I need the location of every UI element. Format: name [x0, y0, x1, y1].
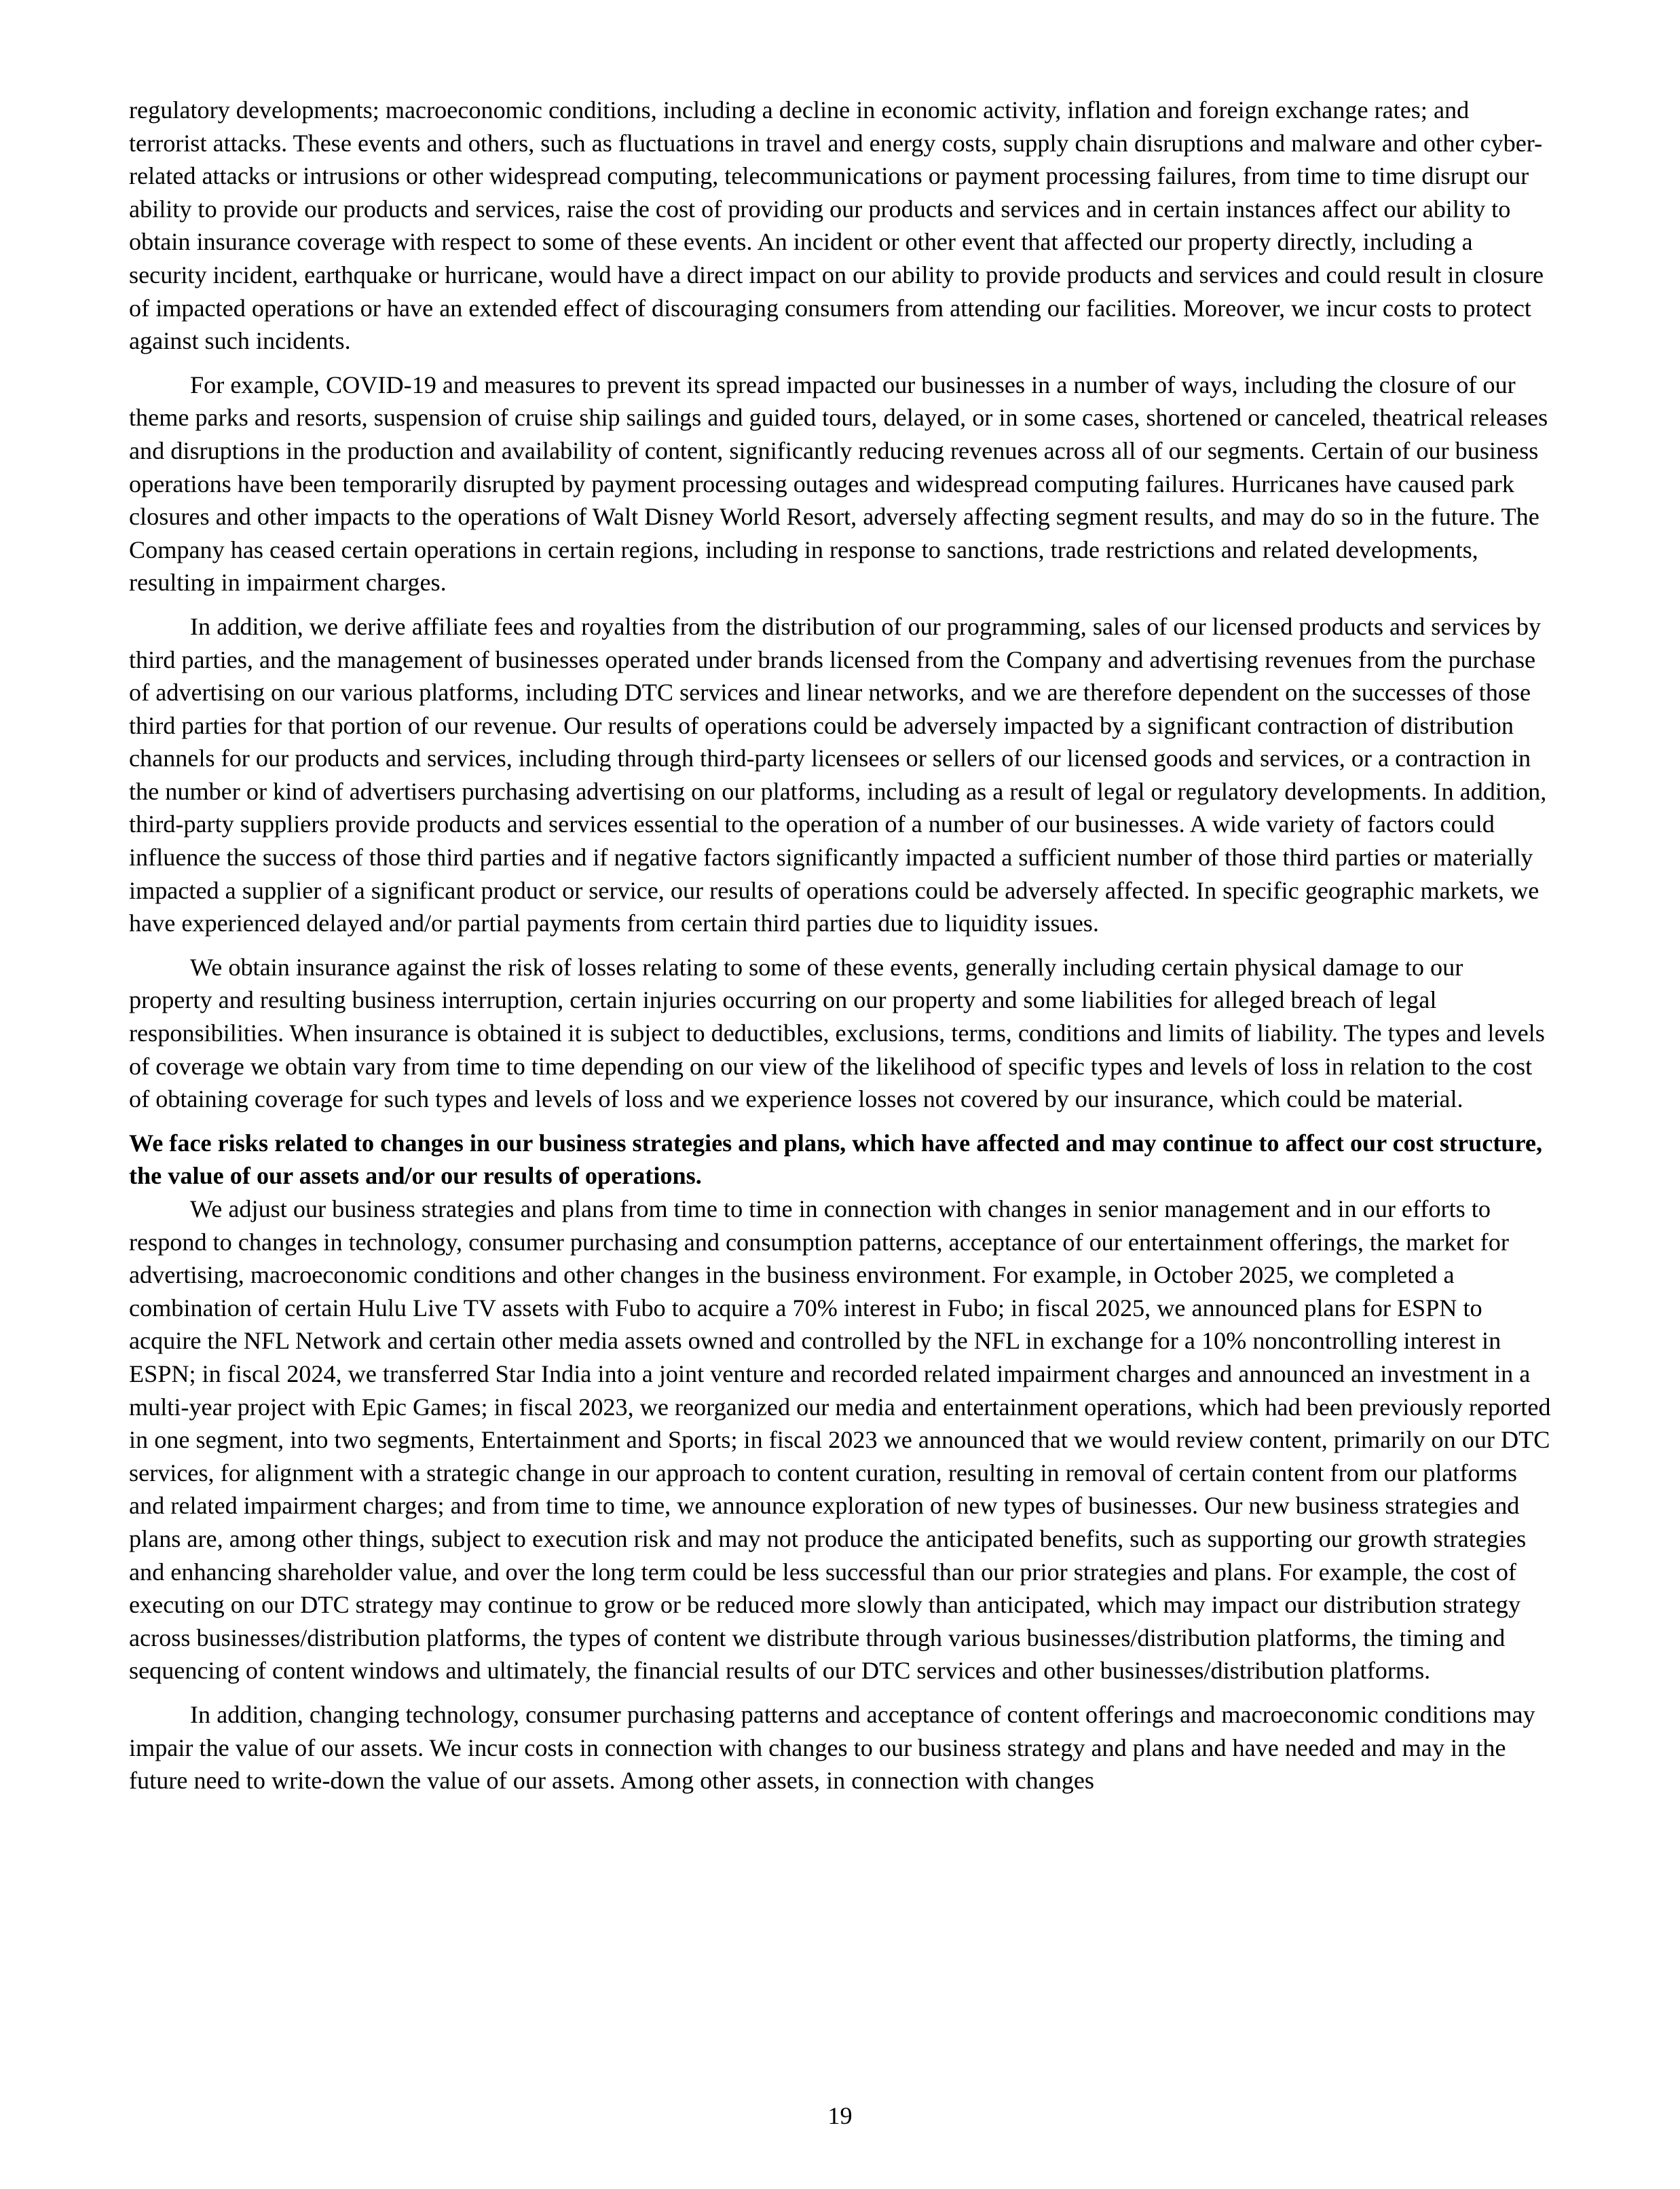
paragraph-business-strategies: We adjust our business strategies and plans from time to time in connection with changes in senior management and in our efforts to respond to changes in technology, consumer purchasing and consumption patterns, acceptance of our entertainment offerings, the market for advertising, macroeconomic conditions and other changes in the business environment. For example, in October 2025, we completed a combination of certain Hulu Live TV assets with Fubo to acquire a 70% interest in Fubo; in fiscal 2025, we announced plans for ESPN to acquire the NFL Network and certain other media assets owned and controlled by the NFL in exchange for a 10% noncontrolling interest in ESPN; in fiscal 2024, we transferred Star India into a joint venture and recorded related impairment charges and announced an investment in a multi-year project with Epic Games; in fiscal 2023, we reorganized our media and entertainment operations, which had been previously reported in one segment, into two segments, Entertainment and Sports; in fiscal 2023 we announced that we would review content, primarily on our DTC services, for alignment with a strategic change in our approach to content curation, resulting in removal of certain content from our platforms and related impairment charges; and from time to time, we announce exploration of new types of businesses. Our new business strategies and plans are, among other things, subject to execution risk and may not produce the anticipated benefits, such as supporting our growth strategies and enhancing shareholder value, and over the long term could be less successful than our prior strategies and plans. For example, the cost of executing on our DTC strategy may continue to grow or be reduced more slowly than anticipated, which may impact our distribution strategy across businesses/distribution platforms, the types of content we distribute through various businesses/distribution platforms, the timing and sequencing of content windows and ultimately, the financial results of our DTC services and other businesses/distribution platforms. [129, 1195, 1551, 1685]
paragraph-insurance: We obtain insurance against the risk of losses relating to some of these events, generally including certain physical damage to our property and resulting business interruption, certain injuries occurring on our property and some liabilities for alleged breach of legal responsibilities. When insurance is obtained it is subject to deductibles, exclusions, terms, conditions and limits of liability. The types and levels of coverage we obtain vary from time to time depending on our view of the likelihood of specific types and levels of loss in relation to the cost of obtaining coverage for such types and levels of loss and we experience losses not covered by our insurance, which could be material. [129, 953, 1545, 1113]
paragraph-covid-example: For example, COVID-19 and measures to prevent its spread impacted our businesses in a number of ways, including the closure of our theme parks and resorts, suspension of cruise ship sailings and guided tours, delayed, or in some cases, shortened or canceled, theatrical releases and disruptions in the production and availability of content, significantly reducing revenues across all of our segments. Certain of our business operations have been temporarily disrupted by payment processing outages and widespread computing failures. Hurricanes have caused park closures and other impacts to the operations of Walt Disney World Resort, adversely affecting segment results, and may do so in the future. The Company has ceased certain operations in certain regions, including in response to sanctions, trade restrictions and related developments, resulting in impairment charges. [129, 371, 1548, 597]
page-number: 19 [827, 2102, 853, 2129]
paragraph-regulatory-developments: regulatory developments; macroeconomic conditions, including a decline in economic activity, inflation and foreign exchange rates; and terrorist attacks. These events and others, such as fluctuations in travel and energy costs, supply chain disruptions and malware and other cyber-related attacks or intrusions or other widespread computing, telecommunications or payment processing failures, from time to time disrupt our ability to provide our products and services, raise the cost of providing our products and services and in certain instances affect our ability to obtain insurance coverage with respect to some of these events. An incident or other event that affected our property directly, including a security incident, earthquake or hurricane, would have a direct impact on our ability to provide products and services and could result in closure of impacted operations or have an extended effect of discouraging consumers from attending our facilities. Moreover, we incur costs to protect against such incidents. [129, 96, 1544, 355]
paragraph-third-parties: In addition, we derive affiliate fees and royalties from the distribution of our programming, sales of our licensed products and services by third parties, and the management of businesses operated under brands licensed from the Company and advertising revenues from the purchase of advertising on our various platforms, including DTC services and linear networks, and we are therefore dependent on the successes of those third parties for that portion of our revenue. Our results of operations could be adversely impacted by a significant contraction of distribution channels for our products and services, including through third-party licensees or sellers of our licensed goods and services, or a contraction in the number or kind of advertisers purchasing advertising on our platforms, including as a result of legal or regulatory developments. In addition, third-party suppliers provide products and services essential to the operation of a number of our businesses. A wide variety of factors could influence the success of those third parties and if negative factors significantly impacted a sufficient number of those third parties or materially impacted a supplier of a significant product or service, our results of operations could be adversely affected. In specific geographic markets, we have experienced delayed and/or partial payments from certain third parties due to liquidity issues. [129, 612, 1547, 937]
document-page [129, 94, 1551, 1808]
paragraph-asset-impairment: In addition, changing technology, consumer purchasing patterns and acceptance of content offerings and macroeconomic conditions may impair the value of our assets. We incur costs in connection with changes to our business strategy and plans and have needed and may in the future need to write-down the value of our assets. Among other assets, in connection with changes [129, 1700, 1535, 1795]
risk-factor-heading: We face risks related to changes in our business strategies and plans, which have affected and may continue to affect our cost structure, the value of our assets and/or our results of operations. [129, 1129, 1543, 1190]
